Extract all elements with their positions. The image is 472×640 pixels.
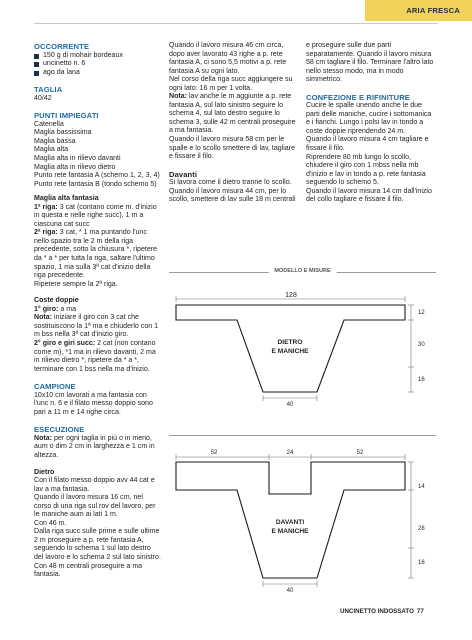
campione-text: 10x10 cm lavorati a ma fantasia con l'unc n. 6 e il filato messo doppio sono pari a 11 m e 14 righe circa.: [34, 391, 153, 416]
conf-p2: Quando il lavoro misura 4 cm tagliare e fissare il filo.: [306, 136, 429, 153]
stitch-item: Maglia alta in rilievo davanti: [34, 155, 121, 163]
front-h1-label: 14: [418, 484, 425, 490]
material-item: 150 g di mohair bordeaux: [34, 52, 162, 61]
back-label-line1: DIETRO: [277, 339, 303, 346]
back-h2-label: 30: [418, 342, 425, 348]
confezione-heading: CONFEZIONE E RIFINITURE: [306, 92, 410, 102]
front-bottom-label: 40: [286, 588, 294, 594]
dietro-p5: Con 48 m centrali proseguire a ma fantasia.: [34, 562, 143, 579]
mat-row-1: 1ª riga: 3 cat (contano come m. d'inizio in questa e nelle righe succ), 1 m a ciascuna cat succ: [34, 203, 157, 228]
page-number: 77: [416, 608, 424, 615]
b-p1: Quando il lavoro misura 46 cm circa, dopo aver lavorato 43 righe a p. rete fantasia A, ci sono 5,5 motivi a p. rete fantasia A su ogni lato.: [169, 42, 287, 75]
front-top-mid-label: 24: [286, 450, 294, 456]
coste-doppie-heading: Coste doppie: [34, 297, 79, 305]
back-width-label: 128: [285, 292, 297, 299]
back-h1-label: 12: [418, 310, 425, 316]
cd-round-2: 2° giro e giri succ: 2 cat (non contano come m), *1 ma in rilievo davanti, 2 ma in rilievo dietro *, ripetere da * a *, terminare con 1 bss nella ma d'inizio.: [34, 339, 156, 373]
conf-p3: Riprendere 80 mb lungo lo scollo, chiudere il giro con 1 mbss nella mb d'inizio e lav in tondo a p. rete fantasia seguendo lo schemo 5.: [306, 153, 426, 187]
davanti-text: Si lavora come il dietro tranne lo scollo. Quando il lavoro misura 44 cm, per lo scollo, smettere di lav sulle 18 m centrali: [169, 179, 296, 204]
front-top-left-label: 52: [210, 450, 218, 456]
mat-row-2: 2ª riga: 3 cat, * 1 ma puntando l'unc nello spazio tra le 2 m della riga precedente, sotto la chiusura *, ripetere da * a * per tutta la riga, saltare l'ultimo spazio, 1 ma sulla 3ª cat d'inizio della riga precedente.: [34, 229, 158, 280]
mat-repeat: Ripetere sempre la 2ª riga.: [34, 280, 118, 288]
dietro-p3: Con 46 m.: [34, 519, 67, 527]
dietro-p1: Con il filato messo doppio avv 44 cat e lav a ma fantasia.: [34, 477, 155, 493]
davanti-heading: Davanti: [169, 169, 198, 179]
stitch-item: Punto rete fantasia A (schemo 1, 2, 3, 4): [34, 172, 160, 180]
front-label-line1: DAVANTI: [275, 519, 305, 526]
stitch-item: Maglia alta in rilievo dietro: [34, 163, 116, 171]
b-nota: Nota: lav anche le m aggiunte a p. rete fantasia A, sul lato sinistro seguire lo schema 4, sul lato destro seguire lo schema 3, sulle 42 m centrali proseguire a ma fantasia.: [169, 93, 296, 135]
b-p2: Nel corso della riga succ aggiungere su ogni lato: 16 m per 1 volta.: [169, 76, 293, 92]
esecuzione-heading: ESECUZIONE: [34, 425, 85, 435]
section-title: ARIA FRESCA: [406, 6, 460, 15]
esecuzione-nota: Nota: per ogni taglia in più o in meno, aum o dim 2 cm in larghezza e 1 cm in altezza.: [34, 434, 155, 459]
dietro-p2: Quando il lavoro misura 16 cm, nel corso di una riga sul rov del lavoro, per le maniche aum ai lati 1 m.: [34, 494, 156, 519]
back-piece: [176, 292, 425, 408]
taglia-value: 40/42: [34, 94, 52, 102]
taglia-heading: TAGLIA: [34, 85, 63, 95]
material-item: ago da lana: [34, 69, 162, 78]
page-footer: [340, 608, 424, 615]
conf-p4: Quando il lavoro misura 14 cm dall'inizio del collo tagliare e fissare il filo.: [306, 187, 432, 204]
dietro-heading: Dietro: [34, 468, 55, 476]
front-h2-label: 28: [418, 526, 425, 532]
front-piece: [176, 450, 425, 594]
stitch-item: Punto rete fantasia B (tondo schemo 5): [34, 180, 157, 188]
occorrente-heading: OCCORRENTE: [34, 42, 90, 51]
c-p1: e proseguire sulle due parti separatamente. Quando il lavoro misura 58 cm tagliare il filo. Terminare l'altro lato nello stesso modo, ma in modo simmetrico.: [306, 42, 434, 84]
stitch-item: Catenella: [34, 120, 64, 128]
b-p3: Quando il lavoro misura 58 cm per le spalle e lo scollo smettere di lav, tagliare e fissare il filo.: [169, 136, 295, 161]
back-label-line2: E MANICHE: [271, 348, 309, 355]
conf-p1: Cucire le spalle unendo anche le due parti delle maniche, cucire i sottomanica e i fianchi. Lungo i polsi lav in tondo a coste doppie riprendendo 24 m.: [306, 102, 432, 135]
material-item: uncinetto n. 6: [34, 60, 162, 69]
stitch-item: Maglia bassissima: [34, 129, 92, 137]
magazine-name: UNCINETTO INDOSSATO: [340, 608, 414, 615]
front-label-line2: E MANICHE: [271, 528, 309, 535]
cd-round-1: 1° giro: a ma: [34, 305, 76, 313]
stitch-item: Maglia bassa: [34, 137, 76, 145]
dietro-p4: Dalla riga succ sulle prime e sulle ultime 2 m proseguire a p. rete fantasia A, seguendo lo schema 1 sul lato destro del lavoro e lo schema 2 sul lato sinistro.: [34, 528, 161, 561]
front-h3-label: 16: [418, 560, 425, 566]
maglia-alta-fantasia-heading: Maglia alta fantasia: [34, 195, 99, 203]
punti-heading: PUNTI IMPIEGATI: [34, 111, 99, 121]
back-h3-label: 16: [418, 377, 425, 383]
campione-heading: CAMPIONE: [34, 382, 76, 392]
cd-nota: Nota: iniziare il giro con 3 cat che sostituiscono la 1ª ma e chiuderlo con 1 m bss nella 3ª cat d'inizio giro.: [34, 314, 159, 339]
stitch-item: Maglia alta: [34, 146, 69, 154]
diagram-title: MODELLO E MISURE: [268, 268, 337, 274]
back-bottom-label: 40: [286, 402, 294, 408]
front-top-right-label: 52: [356, 450, 364, 456]
